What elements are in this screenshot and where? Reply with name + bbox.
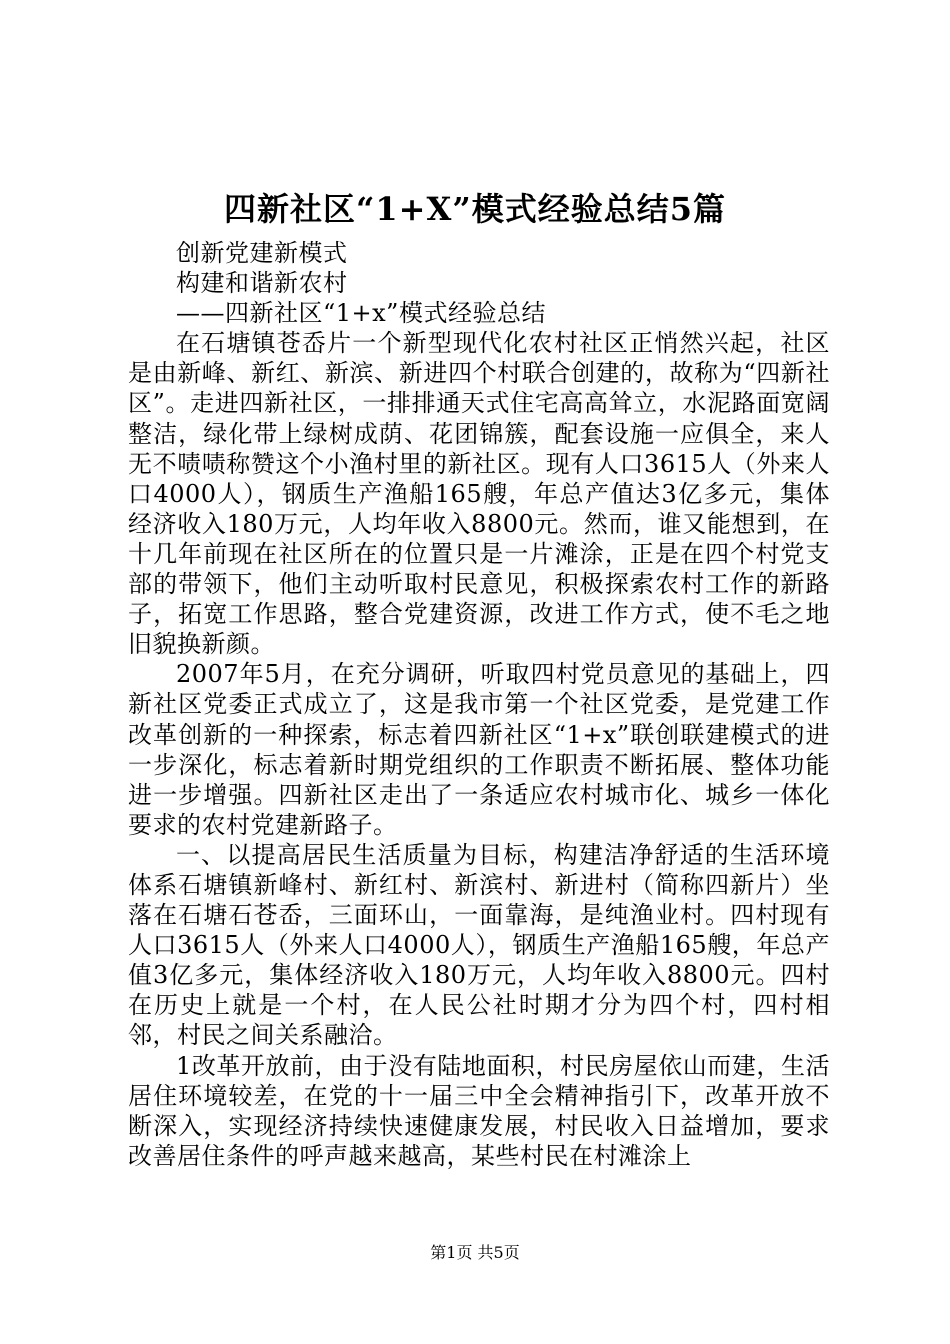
body-paragraph: 在石塘镇苍岙片一个新型现代化农村社区正悄然兴起，社区是由新峰、新红、新滨、新进四个村联合创建的，故称为“四新社区”。走进四新社区，一排排通天式住宅高高耸立，水泥路面宽阔整洁，绿化带上绿树成荫、花团锦簇，配套设施一应俱全，来人无不啧啧称赞这个小渔村里的新社区。现有人口3615人（外来人口4000人），钢质生产渔船165艘，年总产值达3亿多元，集体经济收入180万元，人均年收入8800元。然而，谁又能想到，在十几年前现在社区所在的位置只是一片滩涂，正是在四个村党支部的带领下，他们主动听取村民意见，积极探索农村工作的新路子，拓宽工作思路，整合党建资源，改进工作方式，使不毛之地旧貌换新颜。 bbox=[128, 329, 830, 659]
document-title: 四新社区“1+X”模式经验总结5篇 bbox=[224, 190, 726, 228]
document-body bbox=[128, 238, 830, 1171]
subtitle-line: ——四新社区“1+x”模式经验总结 bbox=[176, 299, 546, 328]
body-paragraph: 1改革开放前，由于没有陆地面积，村民房屋依山而建，生活居住环境较差，在党的十一届三中全会精神指引下，改革开放不断深入，实现经济持续快速健康发展，村民收入日益增加，要求改善居住条件的呼声越来越高，某些村民在村滩涂上 bbox=[128, 1051, 830, 1170]
body-paragraph: 一、以提高居民生活质量为目标，构建洁净舒适的生活环境体系石塘镇新峰村、新红村、新滨村、新进村（简称四新片）坐落在石塘石苍岙，三面环山，一面靠海，是纯渔业村。四村现有人口3615人（外来人口4000人），钢质生产渔船165艘，年总产值3亿多元，集体经济收入180万元，人均年收入8800元。四村在历史上就是一个村，在人民公社时期才分为四个村，四村相邻，村民之间关系融洽。 bbox=[128, 840, 830, 1050]
subtitle-line: 创新党建新模式 bbox=[176, 239, 348, 267]
body-paragraph: 2007年5月，在充分调研，听取四村党员意见的基础上，四新社区党委正式成立了，这是我市第一个社区党委，是党建工作改革创新的一种探索，标志着四新社区“1+x”联创联建模式的进一步深化，标志着新时期党组织的工作职责不断拓展、整体功能进一步增强。四新社区走出了一条适应农村城市化、城乡一体化要求的农村党建新路子。 bbox=[128, 660, 830, 839]
subtitle-line: 构建和谐新农村 bbox=[176, 269, 348, 298]
page-number-footer: 第1页 共5页 bbox=[430, 1243, 520, 1262]
